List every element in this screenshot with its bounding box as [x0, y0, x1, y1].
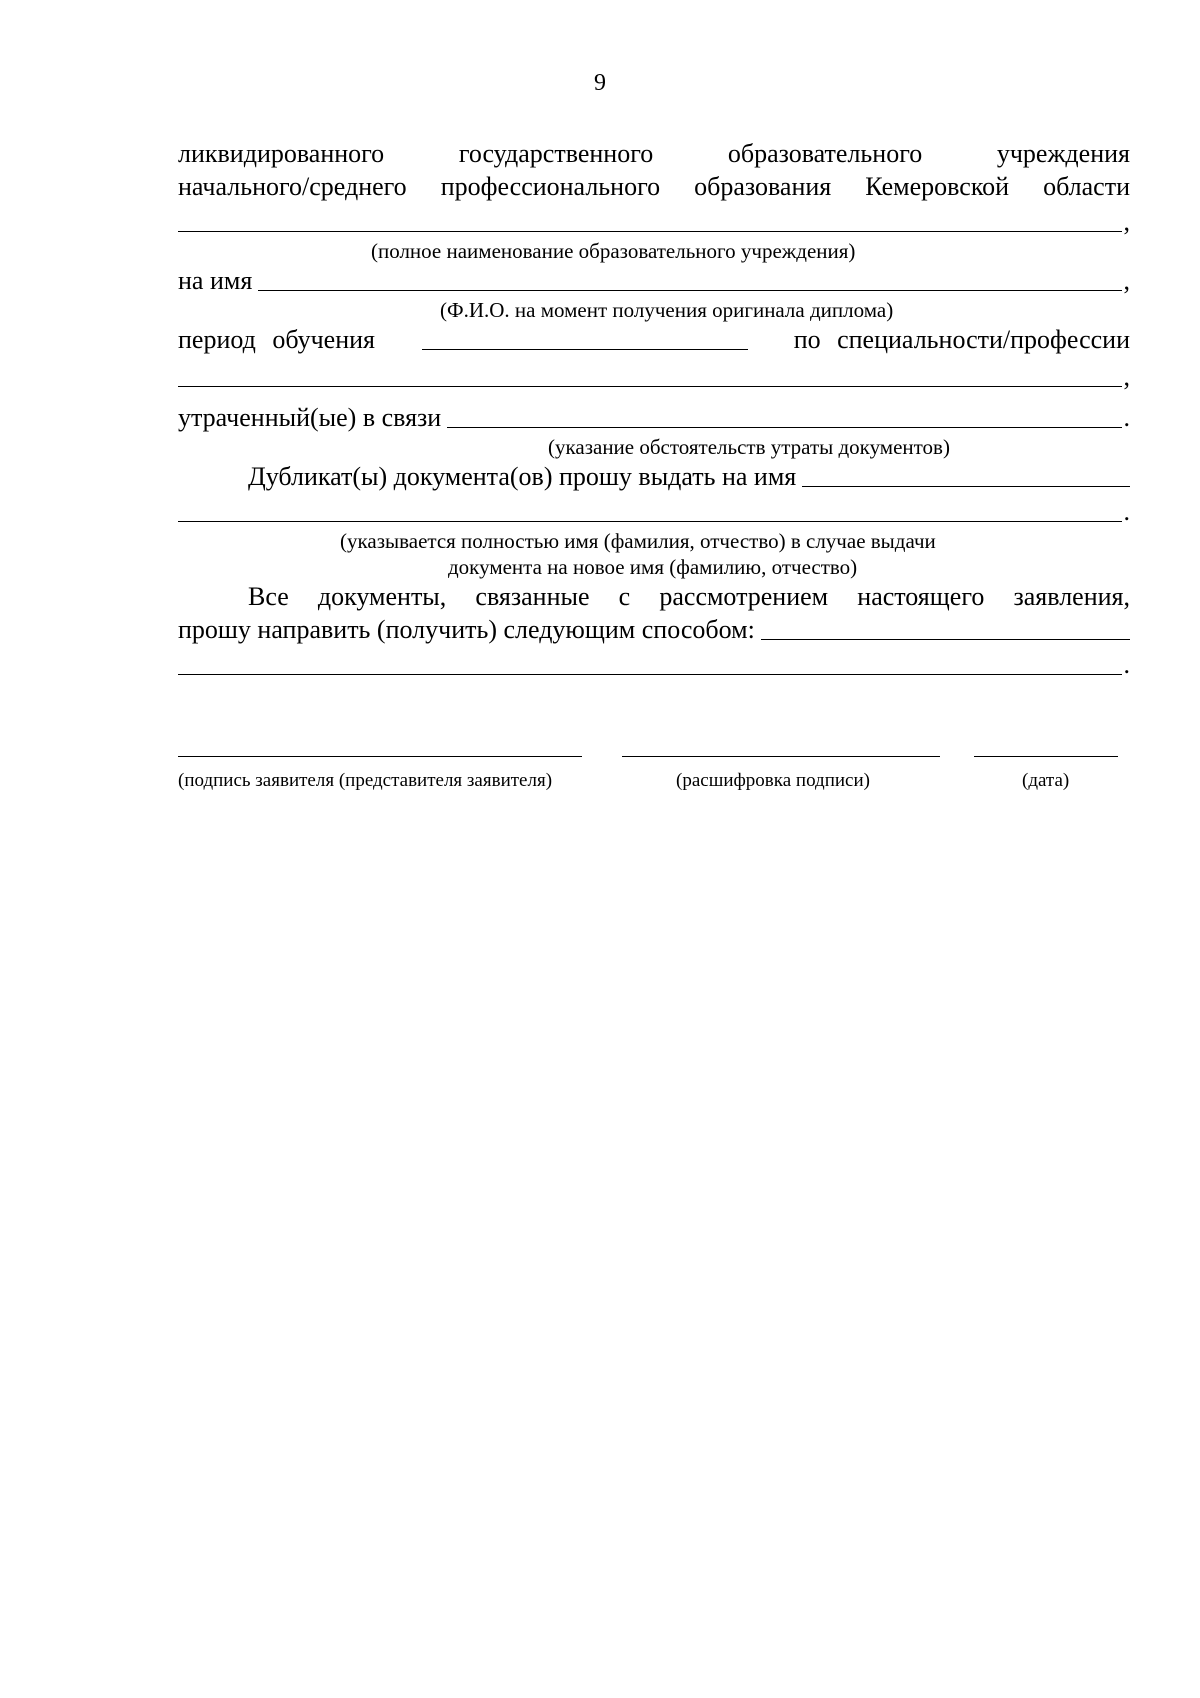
- page-number: 9: [594, 70, 606, 96]
- study-period-label: период обучения: [178, 325, 375, 354]
- name-field-row: [178, 264, 1130, 297]
- signature-block: [178, 730, 1130, 790]
- name-blank[interactable]: [258, 266, 1121, 291]
- delivery-method-continuation-row: [178, 648, 1130, 681]
- hint-full-name: (Ф.И.О. на момент получения оригинала диплома): [440, 298, 894, 322]
- loss-reason-row: [178, 401, 1130, 434]
- comma-mark: ,: [1123, 362, 1130, 391]
- period-mark: .: [1123, 403, 1130, 432]
- signature-blank[interactable]: [178, 756, 582, 757]
- name-label: на имя: [178, 266, 253, 295]
- text-line-education-region: начального/среднего профессионального образования Кемеровской области: [178, 172, 1130, 201]
- loss-reason-label: утраченный(ые) в связи: [178, 403, 442, 432]
- institution-name-blank[interactable]: [178, 207, 1122, 232]
- specialty-field-row: [178, 360, 1130, 393]
- delivery-method-row: [178, 613, 1130, 646]
- text-line-institution: ликвидированного государственного образовательного учреждения: [178, 139, 1130, 168]
- signature-decoding-blank[interactable]: [622, 756, 940, 757]
- duplicate-name-blank[interactable]: [802, 462, 1130, 487]
- specialty-blank[interactable]: [178, 362, 1122, 387]
- hint-new-name-continued: документа на новое имя (фамилию, отчество): [448, 555, 858, 579]
- duplicate-name-continuation-blank[interactable]: [178, 497, 1122, 522]
- period-mark: .: [1123, 650, 1130, 679]
- hint-loss-circumstances: (указание обстоятельств утраты документов): [548, 435, 950, 459]
- application-form-body: [178, 137, 1130, 681]
- hint-new-name: (указывается полностью имя (фамилия, отчество) в случае выдачи: [340, 529, 936, 553]
- study-period-blank[interactable]: [422, 325, 748, 350]
- specialty-label: по специальности/профессии: [793, 325, 1130, 354]
- duplicate-name-row: [178, 460, 1130, 493]
- hint-institution-name: (полное наименование образовательного учреждения): [371, 239, 856, 263]
- date-caption: (дата): [1022, 770, 1070, 791]
- date-blank[interactable]: [974, 756, 1118, 757]
- delivery-method-continuation-blank[interactable]: [178, 650, 1122, 675]
- delivery-method-blank[interactable]: [761, 615, 1130, 640]
- comma-mark: ,: [1123, 266, 1130, 295]
- period-mark: .: [1123, 497, 1130, 526]
- duplicate-name-label: Дубликат(ы) документа(ов) прошу выдать на имя: [248, 462, 797, 491]
- study-period-row: [178, 323, 1130, 356]
- delivery-method-label: прошу направить (получить) следующим способом:: [178, 615, 755, 644]
- text-line-all-documents: Все документы, связанные с рассмотрением настоящего заявления,: [248, 582, 1130, 611]
- duplicate-name-continuation-row: [178, 495, 1130, 528]
- loss-reason-blank[interactable]: [447, 403, 1121, 428]
- signature-caption: (подпись заявителя (представителя заявителя): [178, 770, 553, 791]
- institution-name-field-row: [178, 205, 1130, 238]
- signature-decoding-caption: (расшифровка подписи): [676, 770, 870, 791]
- comma-mark: ,: [1123, 207, 1130, 236]
